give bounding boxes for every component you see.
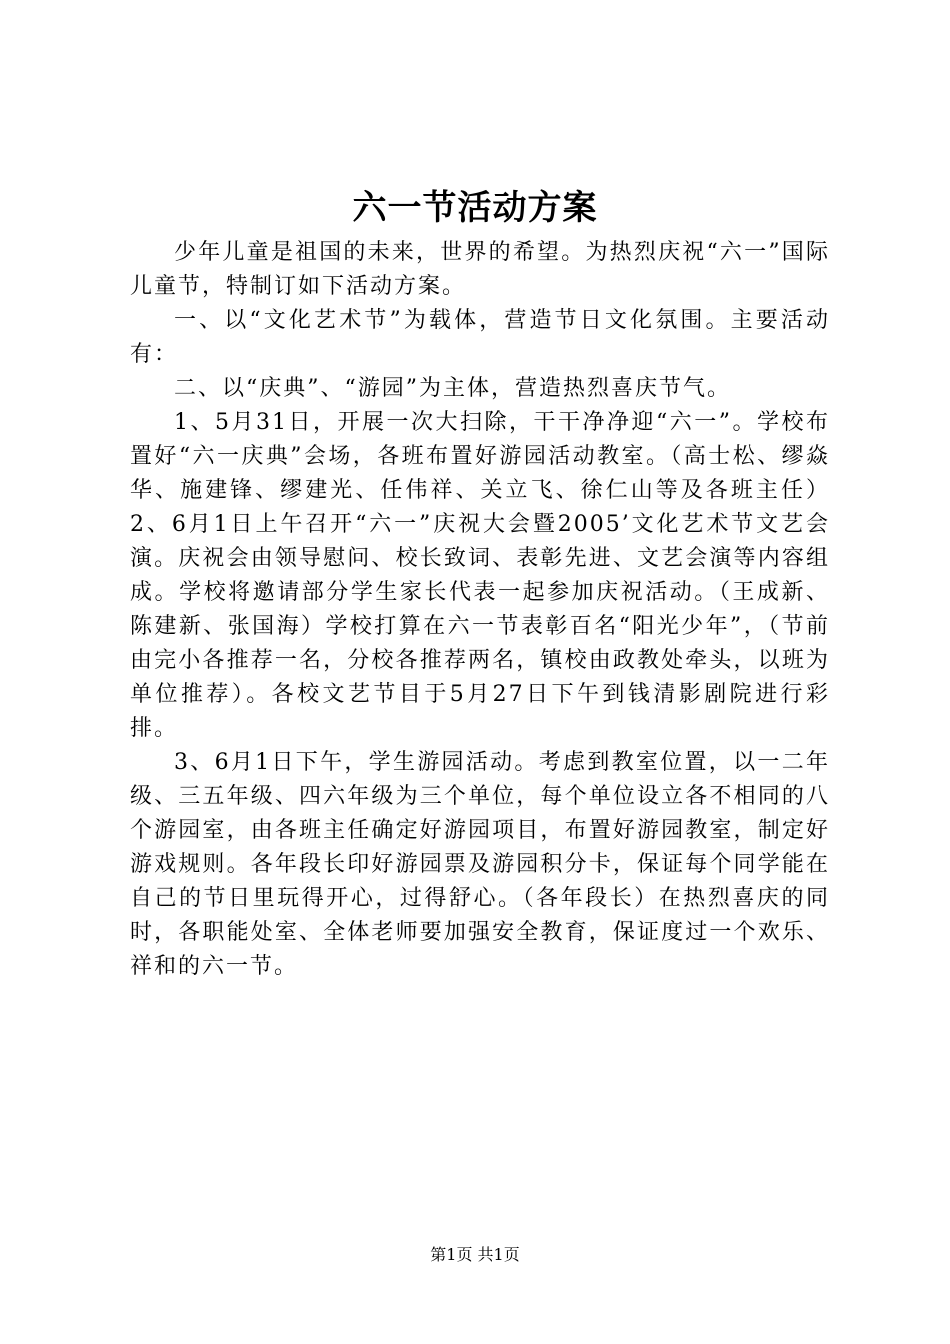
document-title: 六一节活动方案 — [352, 188, 598, 228]
paragraph-item-three: 3、6月1日下午，学生游园活动。考虑到教室位置，以一二年级、三五年级、四六年级为三个单位，每个单位设立各不相同的八个游园室，由各班主任确定好游园项目，布置好游园教室，制定好游戏规则。各年段长印好游园票及游园积分卡，保证每个同学能在自己的节日里玩得开心，过得舒心。（各年段长）在热烈喜庆的同时，各职能处室、全体老师要加强安全教育，保证度过一个欢乐、祥和的六一节。 — [130, 750, 830, 979]
paragraph-intro: 少年儿童是祖国的未来，世界的希望。为热烈庆祝“六一”国际儿童节，特制订如下活动方案。 — [130, 240, 830, 299]
page-footer: 第1页 共1页 — [430, 1245, 520, 1264]
document-body — [130, 236, 830, 984]
paragraph-section-one: 一、以“文化艺术节”为载体，营造节日文化氛围。主要活动有： — [130, 308, 830, 367]
paragraph-section-two: 二、以“庆典”、“游园”为主体，营造热烈喜庆节气。 — [174, 376, 731, 401]
paragraph-items-one-two: 1、5月31日，开展一次大扫除，干干净净迎“六一”。学校布置好“六一庆典”会场，各班布置好游园活动教室。（高士松、缪焱华、施建锋、缪建光、任伟祥、关立飞、徐仁山等及各班主任）2、6月1日上午召开“六一”庆祝大会暨2005’文化艺术节文艺会演。庆祝会由领导慰问、校长致词、表彰先进、文艺会演等内容组成。学校将邀请部分学生家长代表一起参加庆祝活动。（王成新、陈建新、张国海）学校打算在六一节表彰百名“阳光少年”，（节前由完小各推荐一名，分校各推荐两名，镇校由政教处牵头，以班为单位推荐）。各校文艺节目于5月27日下午到钱清影剧院进行彩排。 — [130, 410, 830, 741]
